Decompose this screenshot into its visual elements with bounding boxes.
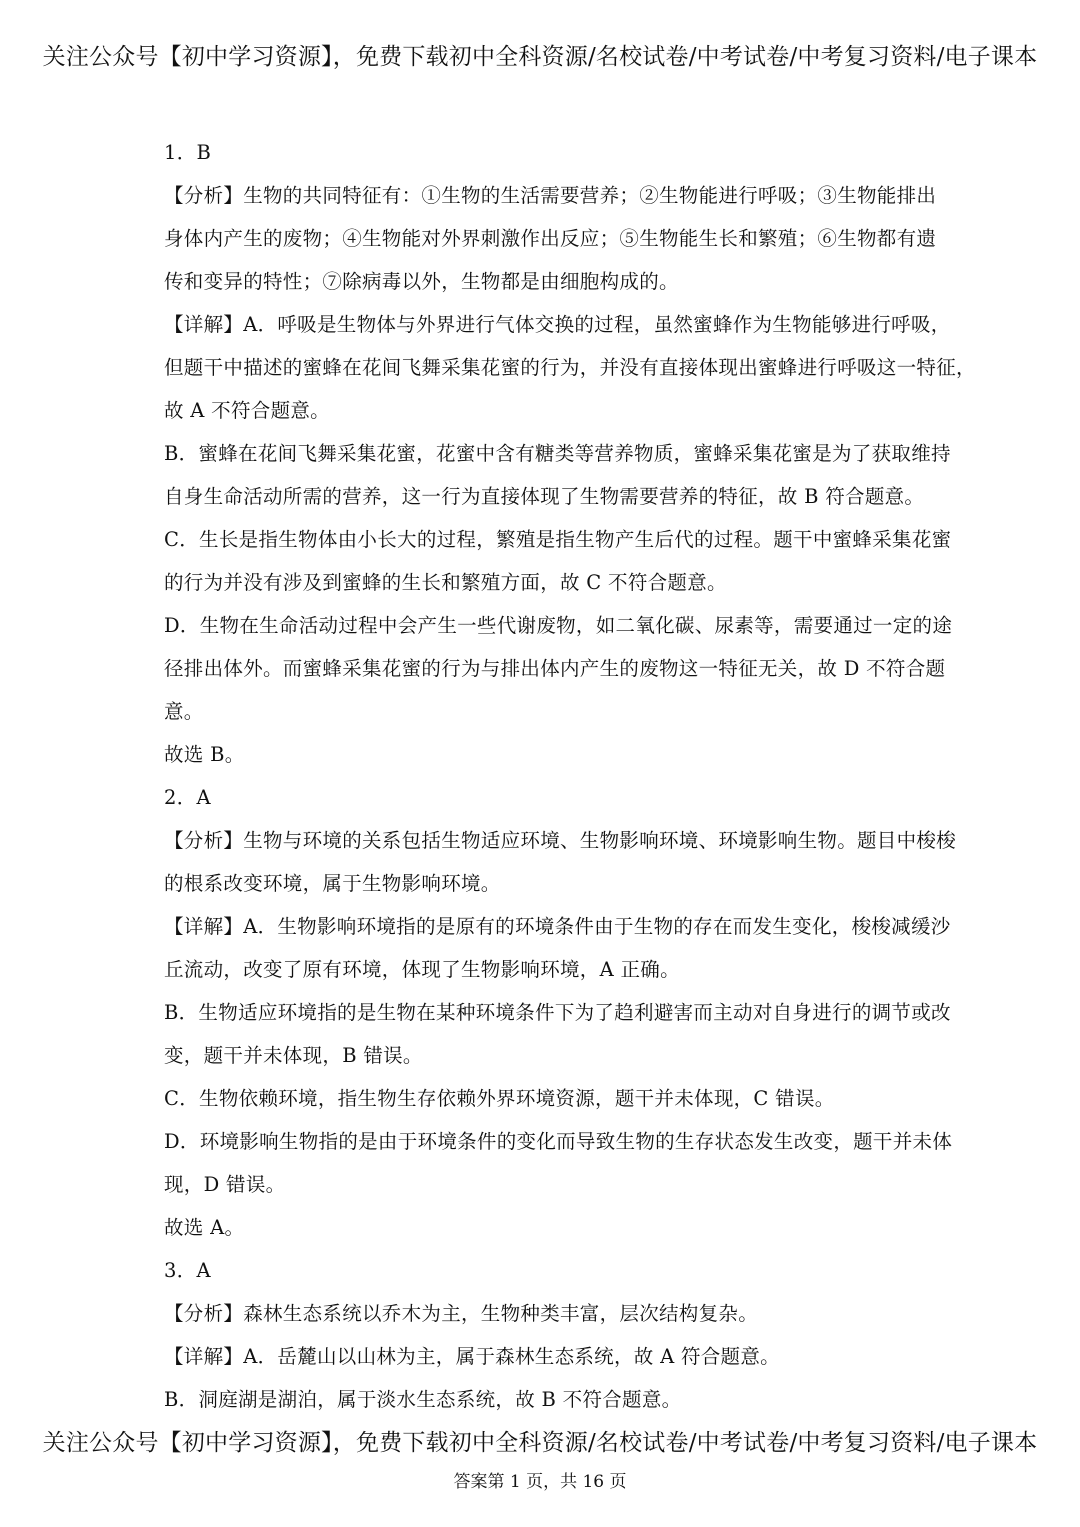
text-line: 【详解】A．生物影响环境指的是原有的环境条件由于生物的存在而发生变化，梭梭减缓沙	[164, 915, 951, 938]
text-line: B．生物适应环境指的是生物在某种环境条件下为了趋利避害而主动对自身进行的调节或改	[164, 1001, 951, 1024]
text-line: D．生物在生命活动过程中会产生一些代谢废物，如二氧化碳、尿素等，需要通过一定的途	[164, 614, 953, 637]
footer-banner: 关注公众号【初中学习资源】，免费下载初中全科资源/名校试卷/中考试卷/中考复习资料/电子课本	[42, 1430, 1038, 1456]
text-line: 传和变异的特性；⑦除病毒以外，生物都是由细胞构成的。	[164, 270, 679, 293]
text-line: 3．A	[164, 1259, 211, 1282]
text-line: D．环境影响生物指的是由于环境条件的变化而导致生物的生存状态发生改变，题干并未体	[164, 1130, 953, 1153]
text-line: B．蜜蜂在花间飞舞采集花蜜，花蜜中含有糖类等营养物质，蜜蜂采集花蜜是为了获取维持	[164, 442, 951, 465]
text-line: 自身生命活动所需的营养，这一行为直接体现了生物需要营养的特征，故 B 符合题意。	[164, 485, 925, 508]
text-line: 径排出体外。而蜜蜂采集花蜜的行为与排出体内产生的废物这一特征无关，故 D 不符合题	[164, 657, 946, 680]
text-line: 的行为并没有涉及到蜜蜂的生长和繁殖方面，故 C 不符合题意。	[164, 571, 727, 594]
text-line: C．生长是指生物体由小长大的过程，繁殖是指生物产生后代的过程。题干中蜜蜂采集花蜜	[164, 528, 952, 551]
text-line: 意。	[164, 700, 204, 723]
header-banner: 关注公众号【初中学习资源】，免费下载初中全科资源/名校试卷/中考试卷/中考复习资料/电子课本	[42, 44, 1038, 70]
text-line: 故选 A。	[164, 1216, 245, 1239]
text-line: 变，题干并未体现，B 错误。	[164, 1044, 423, 1067]
page-number: 答案第 1 页，共 16 页	[453, 1472, 627, 1492]
text-line: C．生物依赖环境，指生物生存依赖外界环境资源，题干并未体现，C 错误。	[164, 1087, 835, 1110]
text-line: 丘流动，改变了原有环境，体现了生物影响环境，A 正确。	[164, 958, 680, 981]
text-line: 【分析】生物的共同特征有：①生物的生活需要营养；②生物能进行呼吸；③生物能排出	[164, 184, 937, 207]
text-line: 但题干中描述的蜜蜂在花间飞舞采集花蜜的行为，并没有直接体现出蜜蜂进行呼吸这一特征，	[164, 356, 976, 379]
text-line: 故 A 不符合题意。	[164, 399, 330, 422]
answer-text-body	[164, 138, 976, 1428]
text-line: 的根系改变环境，属于生物影响环境。	[164, 872, 501, 895]
text-line: 【详解】A．呼吸是生物体与外界进行气体交换的过程，虽然蜜蜂作为生物能够进行呼吸，	[164, 313, 951, 336]
text-line: 【分析】生物与环境的关系包括生物适应环境、生物影响环境、环境影响生物。题目中梭梭	[164, 829, 957, 852]
text-line: 现，D 错误。	[164, 1173, 286, 1196]
text-line: 身体内产生的废物；④生物能对外界刺激作出反应；⑤生物能生长和繁殖；⑥生物都有遗	[164, 227, 937, 250]
text-line: 1．B	[164, 141, 212, 164]
text-line: 2．A	[164, 786, 211, 809]
text-line: 【分析】森林生态系统以乔木为主，生物种类丰富，层次结构复杂。	[164, 1302, 759, 1325]
text-line: 故选 B。	[164, 743, 245, 766]
text-line: B．洞庭湖是湖泊，属于淡水生态系统，故 B 不符合题意。	[164, 1388, 682, 1411]
text-line: 【详解】A．岳麓山以山林为主，属于森林生态系统，故 A 符合题意。	[164, 1345, 780, 1368]
